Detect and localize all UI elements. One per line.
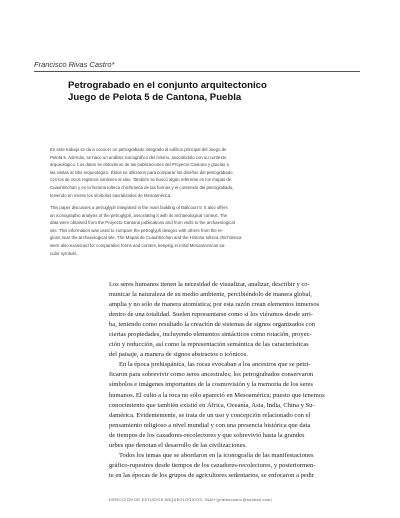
body-line: ficaron para sobrevivir como seres ancestrales; los petrograbados conservaron — [109, 371, 314, 379]
abstract-line: This paper discusses a petroglyph integrated in the main building of Ballcourt 5. It also offers — [50, 205, 228, 210]
author-name: Francisco Rivas Castro* — [34, 60, 115, 69]
body-line: municar la naturaleza de su medio ambiente, percibiéndolo de manera global, — [109, 291, 312, 299]
body-line: ciertas propiedades, incluyendo elementos sintácticos como rotación, proyec- — [109, 331, 312, 339]
abstract-line: arqueológico. Los datos se obtuvieron de las publicaciones del Proyecto Cantona y gracias a — [50, 162, 229, 168]
body-line: ción y reducción, así como la representación semántica de las características — [109, 341, 309, 349]
abstract-line: gions near the archaeological site. The Mapas de Cuauhtinchan and the Historia tolteca chichimeca — [50, 235, 242, 241]
body-line: dentro de una totalidad. Suelen representarse como si los viéramos desde arri- — [109, 311, 313, 319]
body-line: damérica. Evidentemente, se trata de un uso y concepción relacionado con el — [109, 411, 311, 419]
body-line: conocimiento que también existió en África, Oceanía, Asia, India, China y Su- — [109, 401, 315, 409]
abstract-line: cular symbols. — [50, 250, 78, 256]
body-line: te en las épocas de los grupos de agricultores sedentarios, se enfocaron a pedir — [109, 471, 315, 479]
abstract-line: site. This information was used to compare the petroglyph designs with others from the re- — [50, 227, 224, 233]
abstract-english — [50, 204, 365, 257]
title-line-1: Petrograbado en el conjunto arquitectonico — [68, 80, 267, 91]
header-rule — [34, 71, 360, 72]
body-line: símbolos e imágenes importantes de la cosmovisión y la memoria de los seres — [109, 381, 314, 389]
body-line: urbes que denotan el desarrollo de las civilizaciones. — [109, 441, 247, 449]
body-line: En la época prehispánica, las rocas evocaban a los ancestros que se petri- — [119, 361, 311, 369]
author-affiliation-footnote: DIRECCIÓN DE ESTUDIOS ARQUEOLÓGICOS, INAH (pratescastro@hotmail.com) — [109, 498, 273, 502]
abstract-line: were also examined for comparative forms and content, keeping in mind Mesoamerican sa- — [50, 242, 226, 248]
body-line: humanos. El culto a la roca no sólo apareció en Mesoamérica; puesto que tenemos — [109, 391, 325, 399]
body-line: amplia y no sólo de manera atomística; por esta razón crean elementos inmersos — [109, 301, 320, 309]
abstract-line: data were obtained from the Proyecto Cantona publications and from visits to the archaeological — [50, 220, 235, 226]
abstract-line: Cuauhtinchan y en la historia tolteca chichimeca de las formas y el contenido del petrograbado, — [50, 184, 234, 190]
abstract-line: an iconographic analysis of the petroglyph, associating it with its archaeological context. The — [50, 212, 228, 218]
body-line: Los seres humanos tienen la necesidad de visualizar, analizar, describir y co- — [109, 281, 310, 288]
body-text — [109, 280, 377, 481]
abstract-line: En este trabajo se da a conocer un petrograbado integrado al edificio principal del Juego de — [50, 147, 227, 152]
article-title — [68, 80, 358, 103]
abstract-spanish — [50, 146, 365, 199]
body-line: gráfico-rupestres desde tiempos de los cazadores-recolectores, y posteriormen- — [109, 461, 316, 469]
body-line: de tiempos de los cazadores-recolectores y que sobrevivió hasta la grandes — [109, 431, 305, 439]
body-line: Todos los temas que se abordaron en la iconografía de las manifestaciones — [119, 451, 314, 459]
abstract-line: teniendo en mente los símbolos sacralizados de Mesoamérica. — [50, 192, 172, 198]
abstract-line: Pelota 5. Además, se hace un análisis iconográfico del mismo, asociándolo con su contexto — [50, 154, 227, 160]
abstract-line: con los de otros registros similares al sitio. También se buscó algún referente en los mapas de — [50, 177, 232, 183]
body-line: del paisaje, a manera de signos abstractos o icónicos. — [109, 351, 248, 359]
abstract-line: las visitas al sitio arqueológico. Éstos se utilizaron para comparar los diseños del petrograbado — [50, 169, 233, 175]
title-line-2: Juego de Pelota 5 de Cantona, Puebla — [68, 91, 242, 103]
body-line: pensamiento religioso a nivel mundial y con una presencia histórica que data — [109, 421, 311, 429]
body-line: ba, teniendo como resultado la creación de sistemas de signos organizados con — [109, 321, 316, 329]
